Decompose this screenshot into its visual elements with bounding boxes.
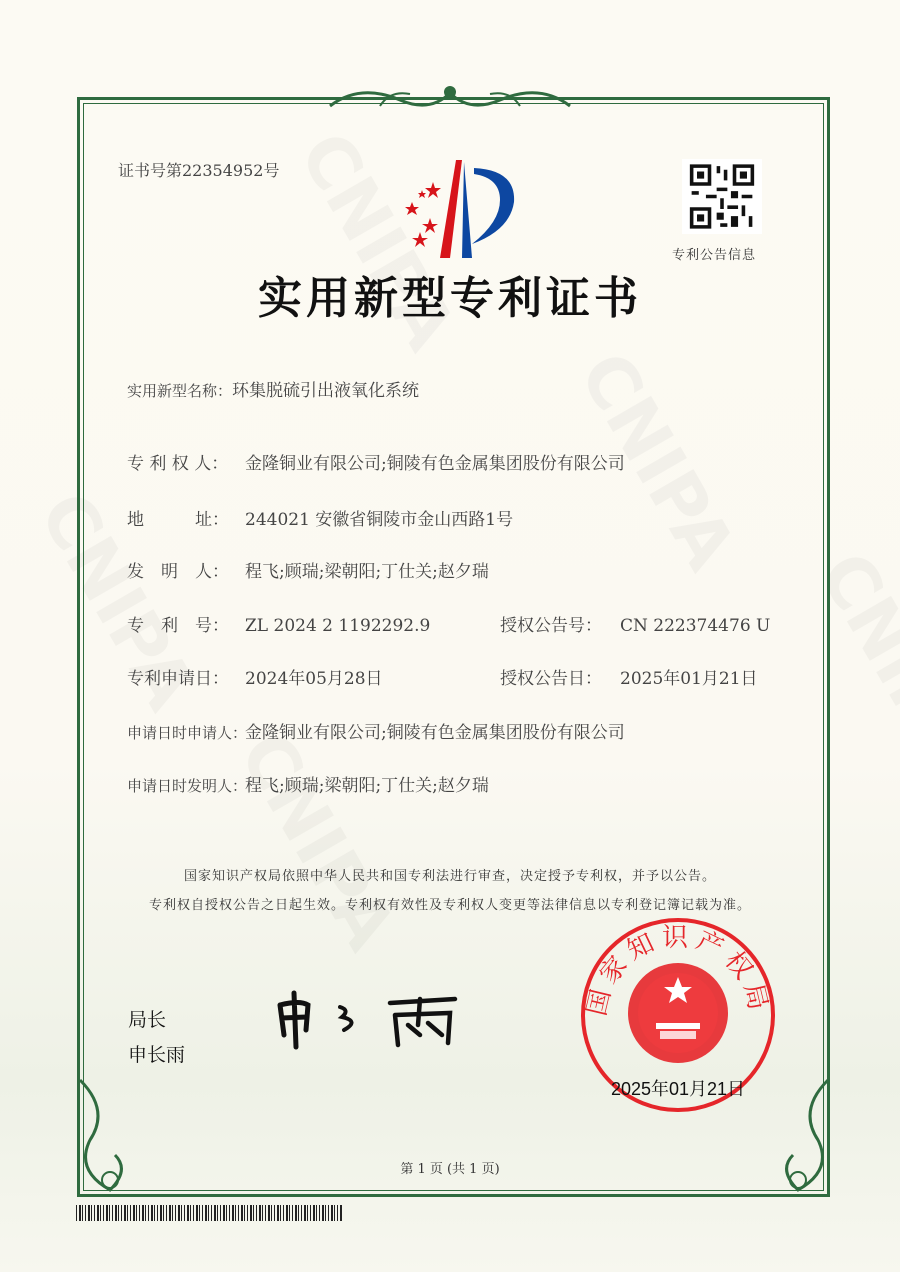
field-patent-number	[127, 611, 430, 636]
field-label: 申请日时申请人：	[127, 724, 248, 742]
qr-code[interactable]	[682, 159, 762, 234]
field-label: 地 址：	[127, 510, 229, 530]
page-number: 第 1 页 (共 1 页)	[400, 1162, 500, 1177]
director-name: 申长雨	[128, 1044, 186, 1066]
field-name	[127, 376, 419, 401]
top-ornament-icon	[320, 78, 580, 118]
notice-line: 国家知识产权局依照中华人民共和国专利法进行审查，决定授予专利权，并予以公告。	[183, 869, 716, 884]
field-value: 程飞;顾瑞;梁朝阳;丁仕关;赵夕瑞	[245, 776, 489, 796]
field-value: 金隆铜业有限公司;铜陵有色金属集团股份有限公司	[245, 723, 625, 743]
field-value: ZL 2024 2 1192292.9	[245, 616, 431, 636]
barcode	[76, 1205, 342, 1221]
field-value: 金隆铜业有限公司;铜陵有色金属集团股份有限公司	[245, 454, 625, 474]
field-label: 申请日时发明人：	[127, 777, 248, 795]
field-label: 授权公告日：	[500, 669, 602, 689]
qr-label: 专利公告信息	[672, 248, 757, 263]
field-announcement-date	[500, 664, 758, 689]
field-label: 授权公告号：	[500, 616, 602, 636]
field-inventor	[127, 557, 489, 582]
certificate-number: 证书号第22354952号	[118, 161, 280, 180]
field-label: 实用新型名称：	[127, 382, 233, 400]
field-applicant-at-filing	[127, 718, 625, 743]
signature	[270, 985, 470, 1055]
field-label: 发 明 人：	[127, 562, 229, 582]
field-value: 程飞;顾瑞;梁朝阳;丁仕关;赵夕瑞	[245, 562, 489, 582]
field-label: 专利申请日：	[127, 669, 229, 689]
field-label: 专 利 权 人：	[127, 454, 229, 474]
field-inventor-at-filing	[127, 771, 489, 796]
field-announcement-number	[500, 611, 770, 636]
page-title: 实用新型专利证书	[258, 273, 642, 324]
field-address	[127, 505, 513, 530]
seal-date: 2025年01月21日	[610, 1079, 746, 1099]
notice-line: 专利权自授权公告之日起生效。专利权有效性及专利权人变更等法律信息以专利登记簿记载为准。	[148, 898, 751, 913]
director-title: 局长	[128, 1009, 167, 1031]
seal-text: 国家知识产权局	[581, 923, 775, 1019]
field-filing-date	[127, 664, 383, 689]
field-patentee	[127, 449, 625, 474]
field-value: 244021 安徽省铜陵市金山西路1号	[245, 510, 514, 530]
field-value: 2024年05月28日	[245, 669, 383, 689]
official-seal	[578, 915, 778, 1115]
field-value: CN 222374476 U	[620, 616, 771, 636]
field-value: 2025年01月21日	[620, 669, 758, 689]
corner-ornament-icon	[70, 1070, 150, 1200]
field-label: 专 利 号：	[127, 616, 229, 636]
field-value: 环集脱硫引出液氧化系统	[232, 381, 420, 401]
cnipa-logo-icon	[388, 160, 523, 260]
